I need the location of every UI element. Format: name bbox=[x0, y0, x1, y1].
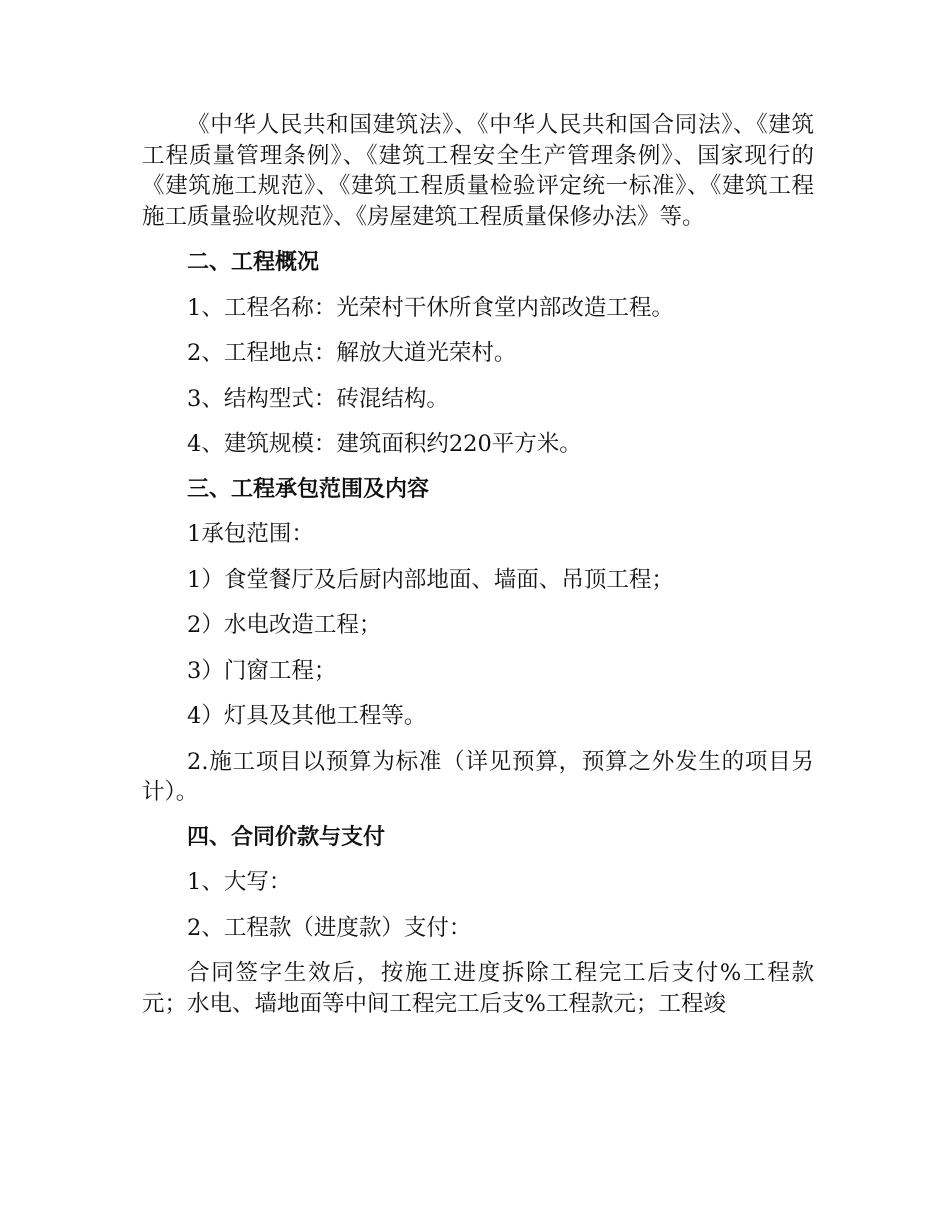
overview-item-location: 2、工程地点：解放大道光荣村。 bbox=[187, 340, 517, 366]
intro-paragraph: 《中华人民共和国建筑法》、《中华人民共和国合同法》、《建筑工程质量管理条例》、《建筑工程安全生产管理条例》、国家现行的《建筑施工规范》、《建筑工程质量检验评定统一标准》、《建筑工程施工质量验收规范》、《房屋建筑工程质量保修办法》等。 bbox=[142, 112, 814, 230]
scope-item-title: 1承包范围： bbox=[187, 521, 314, 547]
document-body bbox=[142, 110, 814, 1019]
price-item-payment-schedule: 合同签字生效后，按施工进度拆除工程完工后支付%工程款元；水电、墙地面等中间工程完工后支%工程款元；工程竣 bbox=[142, 960, 814, 1017]
scope-item-plumbing-electrical: 2）水电改造工程； bbox=[187, 612, 382, 638]
overview-item-structure: 3、结构型式：砖混结构。 bbox=[187, 385, 449, 412]
overview-item-name: 1、工程名称：光荣村干休所食堂内部改造工程。 bbox=[187, 294, 674, 321]
price-item-payment: 2、工程款（进度款）支付： bbox=[187, 914, 472, 941]
section-heading-project-overview: 二、工程概况 bbox=[187, 250, 320, 275]
section-heading-scope: 三、工程承包范围及内容 bbox=[187, 476, 430, 502]
section-heading-contract-price: 四、合同价款与支付 bbox=[187, 824, 386, 850]
scope-item-doors-windows: 3）门窗工程； bbox=[187, 657, 337, 684]
scope-item-floor-wall-ceiling: 1）食堂餐厅及后厨内部地面、墙面、吊顶工程； bbox=[187, 566, 674, 593]
scope-item-budget-note: 2.施工项目以预算为标准（详见预算，预算之外发生的项目另计）。 bbox=[142, 748, 814, 805]
price-item-amount-in-words: 1、大写： bbox=[187, 869, 292, 895]
scope-item-lighting: 4）灯具及其他工程等。 bbox=[187, 703, 427, 729]
overview-item-scale: 4、建筑规模：建筑面积约220平方米。 bbox=[187, 431, 582, 457]
